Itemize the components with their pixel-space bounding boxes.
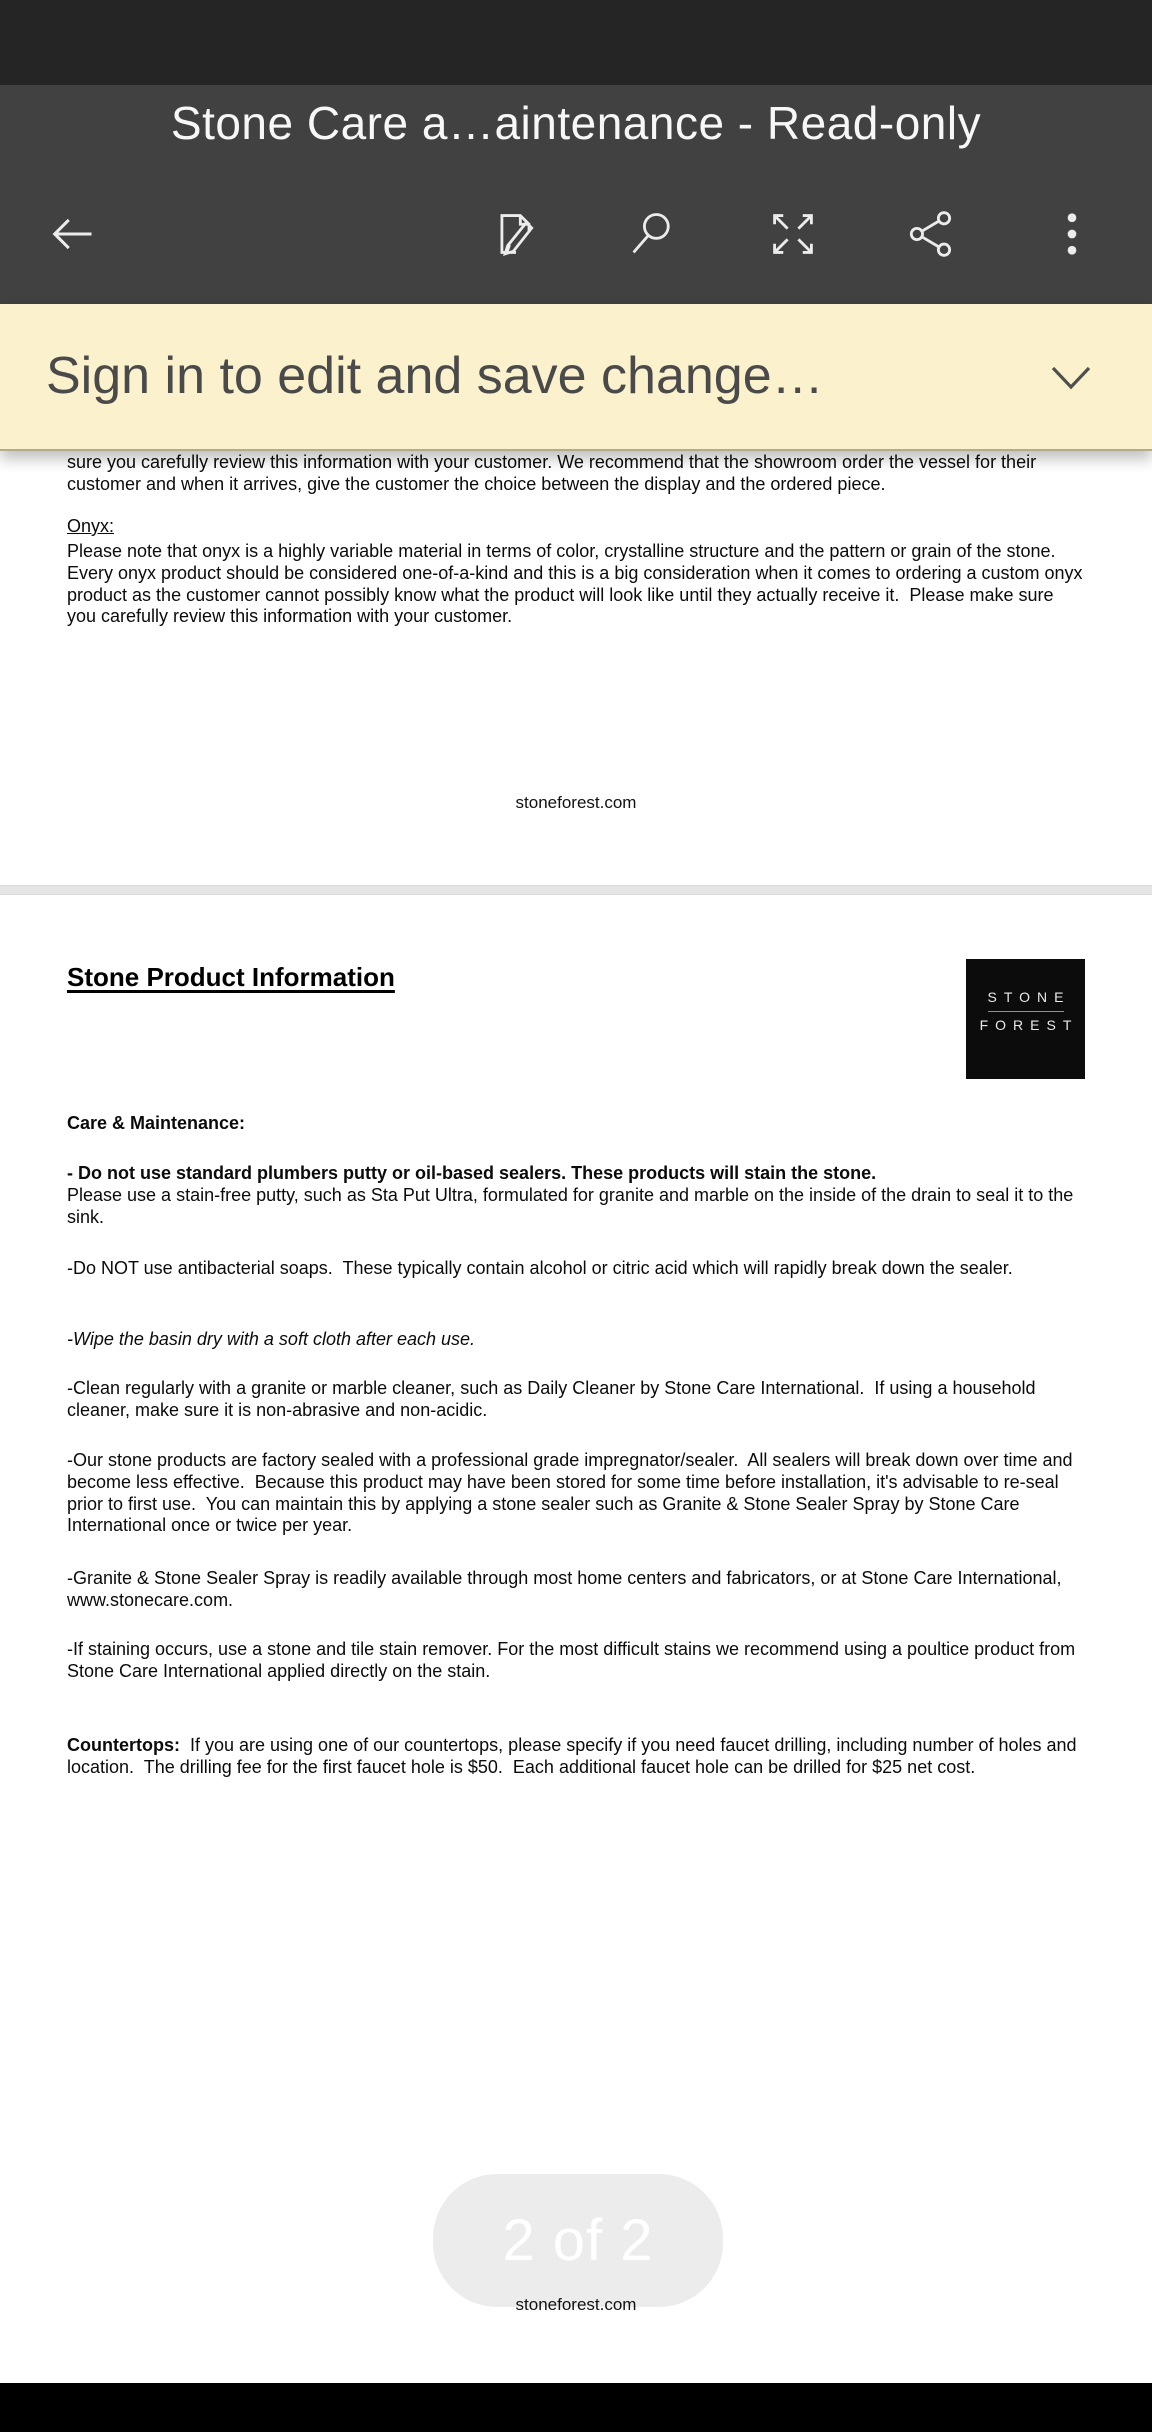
countertops-bold-lead: Countertops: (67, 1735, 180, 1755)
edit-document-icon (490, 208, 542, 260)
paragraph-countertops (67, 1735, 1087, 1779)
app-header (0, 85, 1152, 304)
page1-footer-url: stoneforest.com (515, 793, 637, 812)
page2-heading: Stone Product Information (67, 962, 395, 992)
paragraph-sealer-availability: -Granite & Stone Sealer Spray is readily available through most home centers and fabricators, or at Stone Care International, www.stonecare.com. (67, 1568, 1067, 1610)
paragraph-factory-sealed: -Our stone products are factory sealed with a professional grade impregnator/sealer. All sealers will break down over time and become less effective. Because this product may have been stored for some time before installation, it's advisable to re-seal prior to first use. You can maintain this by applying a stone sealer such as Granite & Stone Sealer Spray by Stone Care International once or twice per year. (67, 1450, 1078, 1536)
logo-divider (988, 1011, 1064, 1012)
onyx-paragraph: Please note that onyx is a highly variable material in terms of color, crystalline structure and the pattern or grain of the stone. Every onyx product should be considered one-of-a-kind and this is a big consideration when it comes to ordering a custom onyx product as the customer cannot possibly know what the product will look like until they actually receive it. Please make sure you carefully review this information with your customer. (67, 541, 1088, 627)
paragraph-clean-regularly: -Clean regularly with a granite or marble cleaner, such as Daily Cleaner by Stone Care International. If using a household cleaner, make sure it is non-abrasive and non-acidic. (67, 1378, 1041, 1420)
fullscreen-expand-icon (767, 208, 819, 260)
paragraph-wipe-basin: -Wipe the basin dry with a soft cloth after each use. (67, 1329, 476, 1349)
page-break-divider (0, 885, 1152, 895)
page-indicator-text: 2 of 2 (502, 2208, 654, 2273)
logo-line-forest: FOREST (979, 1017, 1079, 1033)
page2-footer-url: stoneforest.com (515, 2295, 637, 2314)
paragraph-soaps: -Do NOT use antibacterial soaps. These typically contain alcohol or citric acid which will rapidly break down the sealer. (67, 1258, 1013, 1278)
chevron-down-icon[interactable] (1048, 360, 1094, 399)
paragraph-putty-bold-lead: - Do not use standard plumbers putty or oil-based sealers. These products will stain the stone. (67, 1163, 877, 1183)
edit-button[interactable] (488, 206, 544, 262)
status-bar (0, 0, 1152, 85)
page1-partial-paragraph: sure you carefully review this information with your customer. We recommend that the showroom order the vessel for their customer and when it arrives, give the customer the choice between the display and the ordered piece. (67, 452, 1042, 494)
sign-in-banner-text: Sign in to edit and save change… (46, 347, 824, 405)
search-icon (626, 208, 678, 260)
overflow-menu-button[interactable] (1044, 206, 1100, 262)
fullscreen-button[interactable] (765, 206, 821, 262)
search-button[interactable] (624, 206, 680, 262)
care-maintenance-heading: Care & Maintenance: (67, 1113, 246, 1133)
paragraph-putty (67, 1163, 1087, 1228)
logo-line-stone: STONE (987, 989, 1071, 1005)
paragraph-putty-rest: Please use a stain-free putty, such as Sta Put Ultra, formulated for granite and marble on the inside of the drain to seal it to the sink. (67, 1184, 1079, 1227)
page-indicator (433, 2174, 723, 2307)
sign-in-banner[interactable] (0, 304, 1152, 451)
back-button[interactable] (44, 206, 100, 262)
document-title: Stone Care a…aintenance - Read-only (170, 97, 982, 149)
stone-forest-logo (966, 959, 1085, 1079)
vertical-ellipsis-icon (1046, 208, 1098, 260)
navigation-bar (0, 2383, 1152, 2432)
back-arrow-icon (46, 208, 98, 260)
countertops-rest: If you are using one of our countertops, please specify if you need faucet drilling, including number of holes and location. The drilling fee for the first faucet hole is $50. Each additional faucet hole can be drilled for $25 net cost. (67, 1735, 1082, 1777)
onyx-heading: Onyx: (67, 516, 115, 536)
share-button[interactable] (903, 206, 959, 262)
paragraph-staining: -If staining occurs, use a stone and tile stain remover. For the most difficult stains we recommend using a poultice product from Stone Care International applied directly on the stain. (67, 1639, 1081, 1681)
share-icon (905, 208, 957, 260)
